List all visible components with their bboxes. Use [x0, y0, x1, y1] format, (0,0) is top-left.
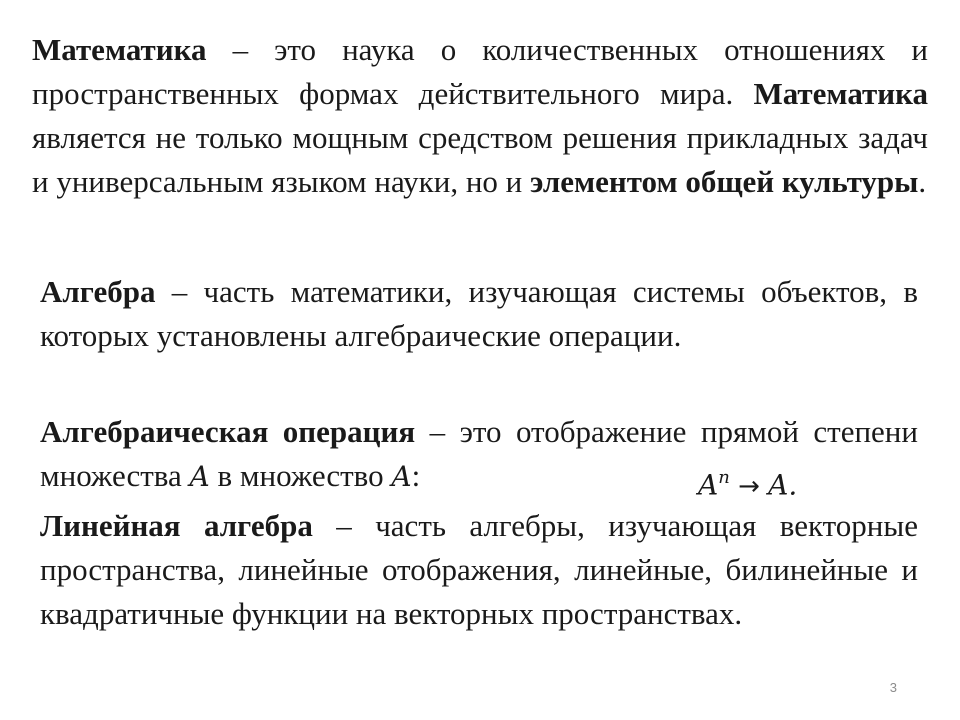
term-algebraic-operation: Алгебраическая операция — [40, 414, 416, 449]
text: : — [411, 458, 421, 493]
paragraph-mathematics-definition — [32, 28, 928, 204]
formula-target: A — [768, 468, 789, 502]
text: – это отображение прямой степени множества — [40, 414, 918, 493]
math-variable: A — [189, 460, 210, 493]
page-number: 3 — [889, 680, 897, 695]
text: – это наука о количественных отношениях и пространственных формах действительного мира. — [32, 32, 928, 111]
formula-end: . — [788, 468, 798, 502]
text: . — [918, 164, 927, 199]
paragraph-linear-algebra-definition — [40, 504, 918, 636]
arrow-icon: → — [729, 471, 769, 502]
emphasis-general-culture: элементом общей культуры — [530, 164, 919, 199]
term-mathematics: Математика — [32, 32, 207, 67]
text: – часть математики, изучающая системы объектов, в которых установлены алгебраические операции. — [40, 274, 918, 353]
text: – часть алгебры, изучающая векторные пространства, линейные отображения, линейные, билинейные и квадратичные функции на векторных пространствах. — [40, 508, 918, 631]
term-mathematics: Математика — [753, 76, 928, 111]
term-linear-algebra: Линейная алгебра — [40, 508, 313, 543]
term-algebra: Алгебра — [40, 274, 156, 309]
text: является не только мощным средством решения прикладных задач и универсальным языком науки, но и — [32, 120, 928, 199]
math-variable: A — [391, 460, 412, 493]
text: в множество — [209, 458, 392, 493]
paragraph-algebra-definition — [40, 270, 918, 358]
formula-mapping — [698, 456, 797, 508]
formula-exponent: n — [718, 467, 730, 488]
formula-base: A — [698, 468, 719, 502]
